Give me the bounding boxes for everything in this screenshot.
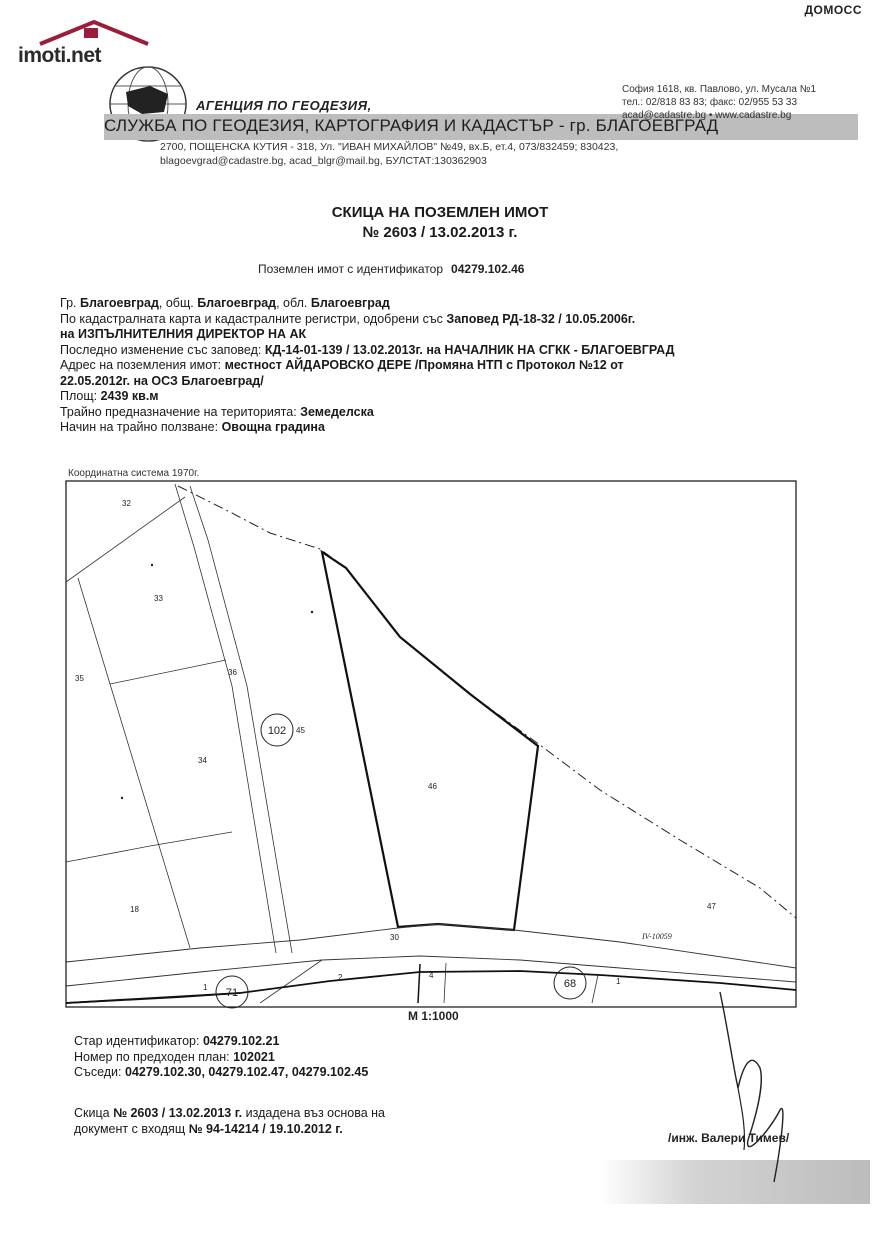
approval-order: Заповед РД-18-32 / 10.05.2006г.	[446, 311, 636, 326]
label-road-code: IV-10059	[642, 932, 672, 941]
agency-name: АГЕНЦИЯ ПО ГЕОДЕЗИЯ,	[196, 98, 372, 113]
prev-plan-value: 102021	[233, 1049, 275, 1064]
city-prefix: Гр.	[60, 296, 80, 310]
label-parcel-45: 45	[296, 726, 305, 735]
engineer-signature-name: /инж. Валери Тимев/	[668, 1131, 790, 1145]
address-value: местност АЙДАРОВСКО ДЕРЕ /Промяна НТП с Протокол №12 от	[224, 358, 624, 372]
parcel-2-edge	[260, 960, 322, 1003]
parcel-34-18-boundary	[66, 832, 232, 862]
area-value: 2439 кв.м	[100, 389, 159, 403]
parcel-4-left	[418, 964, 420, 1003]
parcel-4-right	[444, 963, 446, 1003]
agency-address: София 1618, кв. Павлово, ул. Мусала №1	[622, 84, 817, 95]
label-parcel-18: 18	[130, 905, 139, 914]
bottom-info	[74, 1034, 368, 1081]
document-number: № 2603 / 13.02.2013 г.	[362, 224, 518, 241]
issued-prefix: Скица	[74, 1106, 114, 1120]
issued-basis	[74, 1106, 385, 1137]
approval-label: По кадастралната карта и кадастралните регистри, одобрени със	[60, 311, 447, 326]
map-scale: М 1:1000	[408, 1009, 459, 1023]
signature-icon	[700, 990, 810, 1200]
office-address-line2: blagoevgrad@cadastre.bg, acad_blgr@mail.bg, БУЛСТАТ:130362903	[160, 155, 487, 167]
label-parcel-36: 36	[228, 668, 237, 677]
incoming-doc-number: № 94-14214 / 19.10.2012 г.	[188, 1121, 343, 1136]
strip-right-edge	[190, 486, 292, 953]
identifier-label: Поземлен имот с идентификатор	[258, 262, 444, 276]
issued-suffix: издадена въз основа на	[242, 1106, 385, 1120]
block-102-label: 102	[267, 725, 287, 737]
purpose-label: Трайно предназначение на територията:	[60, 404, 301, 419]
agency-web: acad@cadastre.bg • www.cadastre.bg	[622, 110, 792, 121]
label-parcel-1-left: 1	[203, 983, 208, 992]
label-parcel-35: 35	[75, 674, 84, 683]
label-parcel-4: 4	[429, 971, 434, 980]
usage-value: Овощна градина	[221, 420, 325, 434]
map-frame	[66, 481, 796, 1007]
neighbors-label: Съседи:	[74, 1065, 125, 1079]
label-parcel-46: 46	[428, 782, 437, 791]
label-parcel-47: 47	[707, 902, 716, 911]
label-parcel-2: 2	[338, 973, 343, 982]
issued-number: № 2603 / 13.02.2013 г.	[113, 1106, 243, 1120]
area-label: Площ:	[60, 389, 101, 403]
dashdot-boundary	[178, 486, 796, 918]
address-label: Адрес на поземления имот:	[60, 358, 225, 372]
region: Благоевград	[310, 296, 390, 310]
prev-plan-label: Номер по предходен план:	[74, 1049, 234, 1064]
point-marker	[121, 797, 123, 799]
last-change-label: Последно изменение със заповед:	[60, 342, 265, 357]
parcel-33-left	[78, 578, 190, 948]
approval-authority: на ИЗПЪЛНИТЕЛНИЯ ДИРЕКТОР НА АК	[60, 327, 307, 341]
point-marker	[311, 611, 313, 613]
document-title: СКИЦА НА ПОЗЕМЛЕН ИМОТ	[331, 204, 549, 221]
city: Благоевград	[79, 296, 159, 310]
last-change-order: КД-14-01-139 / 13.02.2013г. на НАЧАЛНИК НА СГКК - БЛАГОЕВГРАД	[264, 342, 675, 357]
usage-label: Начин на трайно ползване:	[60, 420, 222, 434]
office-address-line1: 2700, ПОЩЕНСКА КУТИЯ - 318, Ул. "ИВАН МИХАЙЛОВ" №49, вх.Б, ет.4, 073/832459; 830423,	[160, 141, 619, 153]
top-right-label: ДОМОСС	[804, 3, 862, 17]
incoming-doc-label: документ с входящ	[74, 1121, 189, 1136]
agency-phones: тел.: 02/818 83 83; факс: 02/955 53 33	[622, 97, 798, 108]
parcel-33-34-boundary	[110, 660, 226, 684]
label-parcel-34: 34	[198, 756, 207, 765]
label-parcel-30: 30	[390, 933, 399, 942]
point-marker	[151, 564, 153, 566]
parcel-46-outline	[322, 552, 538, 930]
purpose-value: Земеделска	[300, 404, 374, 419]
region-prefix: , обл.	[276, 296, 311, 310]
address-value-cont: 22.05.2012г. на ОСЗ Благоевград/	[60, 373, 264, 388]
service-title: СЛУЖБА ПО ГЕОДЕЗИЯ, КАРТОГРАФИЯ И КАДАСТЪР - гр. БЛАГОЕВГРАД	[104, 116, 719, 135]
block-68-label: 68	[563, 978, 577, 990]
strip-left-edge	[175, 484, 276, 953]
brand-logo[interactable]: imoti.net	[18, 44, 101, 67]
label-parcel-33: 33	[154, 594, 163, 603]
old-id-label: Стар идентификатор:	[74, 1034, 203, 1048]
identifier-value: 04279.102.46	[451, 262, 525, 276]
neighbors-value: 04279.102.30, 04279.102.47, 04279.102.45	[125, 1065, 369, 1079]
municipality: Благоевград	[197, 296, 277, 310]
label-parcel-32: 32	[122, 499, 131, 508]
parcel-32-33-boundary	[66, 497, 185, 582]
block-71-label: 71	[225, 987, 239, 999]
parcel-68-edge	[592, 975, 598, 1003]
municipality-prefix: , общ.	[158, 296, 198, 310]
old-id-value: 04279.102.21	[202, 1034, 280, 1048]
coordinate-system: Координатна система 1970г.	[68, 468, 200, 479]
label-parcel-1-right: 1	[616, 977, 621, 986]
road-top-edge	[66, 924, 796, 968]
